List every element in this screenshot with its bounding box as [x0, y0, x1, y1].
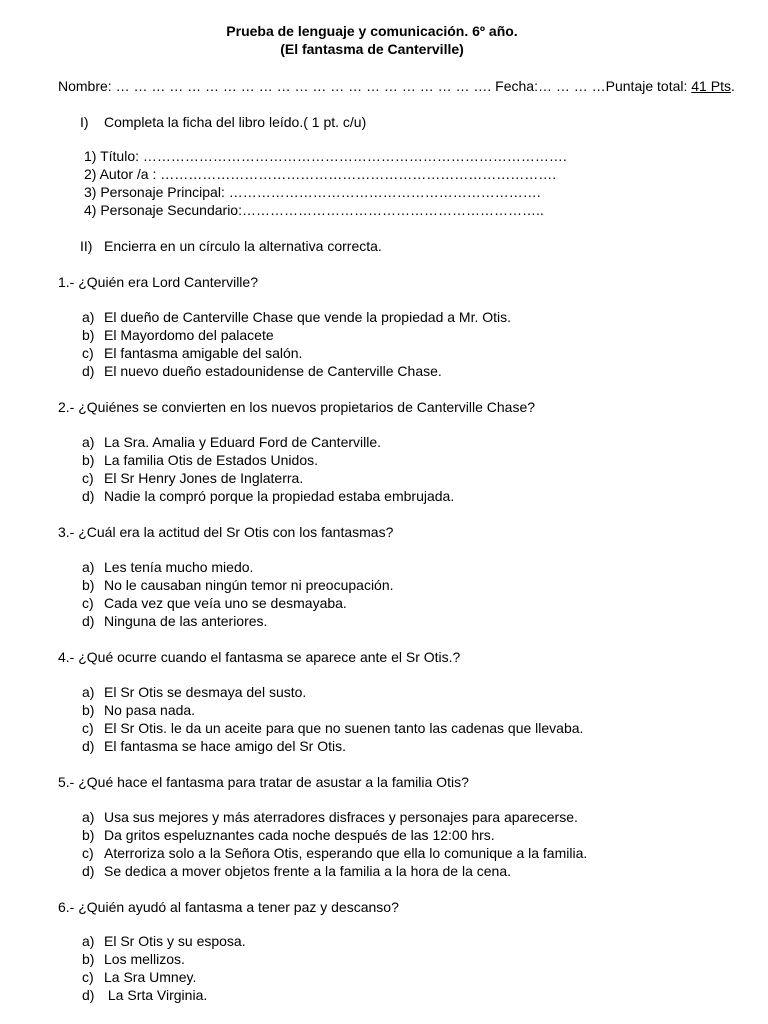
puntaje-end: .	[730, 78, 735, 94]
document-title	[0, 22, 744, 58]
option-b[interactable]: b) La familia Otis de Estados Unidos.	[82, 452, 318, 468]
puntaje-value: 41 Pts	[691, 78, 731, 94]
title-line-2: (El fantasma de Canterville)	[280, 41, 464, 57]
ficha-personaje-secundario: 4) Personaje Secundario:………………………………………………………..	[84, 202, 544, 218]
nombre-label: Nombre:	[58, 78, 116, 94]
section-1-heading	[80, 113, 366, 131]
option-a[interactable]: a) El Sr Otis y su esposa.	[82, 933, 246, 949]
option-a[interactable]: a) Usa sus mejores y más aterradores disfraces y personajes para aparecerse.	[82, 809, 578, 825]
question-3-options	[82, 558, 394, 630]
question-3: 3.- ¿Cuál era la actitud del Sr Otis con los fantasmas?	[58, 524, 394, 540]
option-a[interactable]: a) El Sr Otis se desmaya del susto.	[82, 684, 307, 700]
option-a[interactable]: a) Les tenía mucho miedo.	[82, 559, 254, 575]
option-b[interactable]: b) No pasa nada.	[82, 702, 196, 718]
section-2-text: Encierra en un círculo la alternativa correcta.	[104, 238, 382, 254]
option-d[interactable]: d) Ninguna de las anteriores.	[82, 613, 268, 629]
nombre-field: … … … … … … … … … … … … … … … … … … … … ….	[115, 78, 492, 94]
question-2: 2.- ¿Quiénes se convierten en los nuevos propietarios de Canterville Chase?	[58, 399, 536, 415]
question-6: 6.- ¿Quién ayudó al fantasma a tener paz y descanso?	[58, 899, 399, 915]
option-a[interactable]: a) El dueño de Canterville Chase que vende la propiedad a Mr. Otis.	[82, 309, 512, 325]
option-d[interactable]: d) El nuevo dueño estadounidense de Canterville Chase.	[82, 363, 442, 379]
option-c[interactable]: c) El fantasma amigable del salón.	[82, 345, 303, 361]
student-info-line	[58, 77, 735, 95]
fecha-field: … … … …	[537, 78, 606, 94]
option-b[interactable]: b) El Mayordomo del palacete	[82, 327, 274, 343]
question-4: 4.- ¿Qué ocurre cuando el fantasma se aparece ante el Sr Otis.?	[58, 649, 461, 665]
section-1-numeral: I)	[80, 114, 89, 130]
title-line-1: Prueba de lenguaje y comunicación. 6º año.	[226, 23, 518, 39]
ficha-personaje-principal: 3) Personaje Principal: ………………………………………………………….	[84, 184, 541, 200]
question-1: 1.- ¿Quién era Lord Canterville?	[58, 274, 258, 290]
question-5-options	[82, 808, 587, 880]
option-d[interactable]: d) Se dedica a mover objetos frente a la familia a la hora de la cena.	[82, 863, 512, 879]
fecha-label: Fecha:	[491, 78, 538, 94]
ficha-titulo: 1) Título: ……………………………………………………………………………….	[84, 148, 567, 164]
question-2-options	[82, 433, 454, 505]
option-b[interactable]: b) Los mellizos.	[82, 951, 185, 967]
option-b[interactable]: b) No le causaban ningún temor ni preocupación.	[82, 577, 394, 593]
question-5: 5.- ¿Qué hace el fantasma para tratar de asustar a la familia Otis?	[58, 774, 469, 790]
option-c[interactable]: c) El Sr Henry Jones de Inglaterra.	[82, 470, 304, 486]
ficha-autor: 2) Autor /a : ………………………………………………………………………….	[84, 166, 557, 182]
option-a[interactable]: a) La Sra. Amalia y Eduard Ford de Canterville.	[82, 434, 382, 450]
option-d[interactable]: d) Nadie la compró porque la propiedad estaba embrujada.	[82, 488, 455, 504]
section-2-heading	[80, 237, 382, 255]
option-d[interactable]: d) El fantasma se hace amigo del Sr Otis.	[82, 738, 346, 754]
option-b[interactable]: b) Da gritos espeluznantes cada noche después de las 12:00 hrs.	[82, 827, 495, 843]
section-2-numeral: II)	[80, 238, 93, 254]
question-1-options	[82, 308, 511, 380]
puntaje-label: Puntaje total:	[605, 78, 692, 94]
option-c[interactable]: c) El Sr Otis. le da un aceite para que no suenen tanto las cadenas que llevaba.	[82, 720, 584, 736]
section-1-text: Completa la ficha del libro leído.( 1 pt. c/u)	[104, 114, 367, 130]
book-record	[84, 147, 567, 219]
question-6-options	[82, 932, 246, 1004]
option-c[interactable]: c) Cada vez que veía uno se desmayaba.	[82, 595, 347, 611]
question-4-options	[82, 683, 583, 755]
option-c[interactable]: c) La Sra Umney.	[82, 969, 197, 985]
option-c[interactable]: c) Aterroriza solo a la Señora Otis, esperando que ella lo comunique a la familia.	[82, 845, 588, 861]
option-d[interactable]: d) La Srta Virginia.	[82, 987, 208, 1003]
